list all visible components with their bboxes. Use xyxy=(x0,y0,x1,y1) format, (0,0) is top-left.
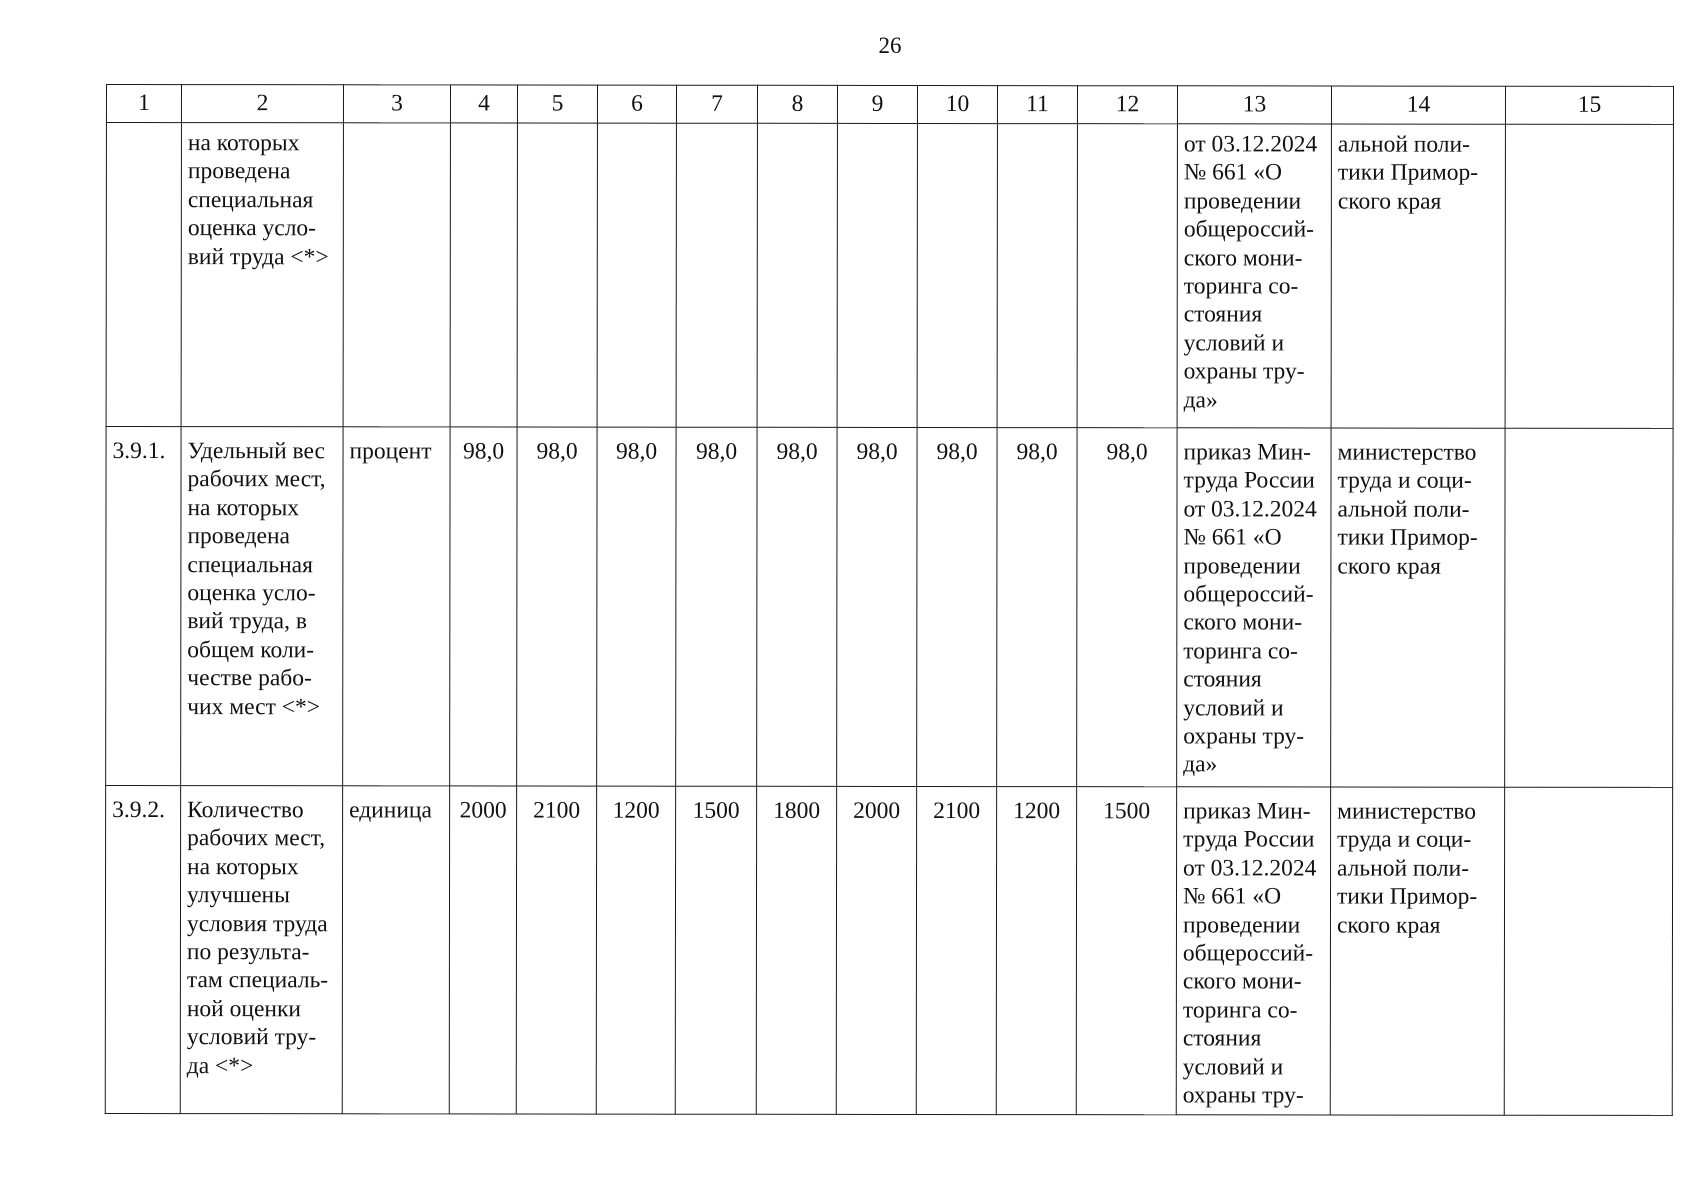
indicator-code: 3.9.2. xyxy=(105,786,180,1114)
basis-document: приказ Мин- труда России от 03.12.2024 № 661 «О проведении общероссий- ского мони- торинга со- стояния условий и охраны тру- да» xyxy=(1177,428,1331,787)
table-header-row xyxy=(106,85,1673,125)
column-header: 5 xyxy=(517,85,597,123)
value-cell xyxy=(517,123,597,427)
value-cell xyxy=(837,123,917,427)
column-header: 2 xyxy=(181,85,343,123)
value-cell: 98,0 xyxy=(450,427,517,786)
value-cell: 2100 xyxy=(516,786,596,1114)
value-cell: 98,0 xyxy=(517,427,597,786)
value-cell: 1500 xyxy=(1076,787,1176,1115)
indicator-name: Количество рабочих мест, на которых улучшены условия труда по результа- там специаль- ной оценки условий тру- да <*> xyxy=(180,786,342,1114)
value-cell xyxy=(917,123,997,427)
column-header: 1 xyxy=(106,85,181,123)
responsible-body: министерство труда и соци- альной поли- тики Примор- ского края xyxy=(1330,787,1504,1115)
note-cell xyxy=(1505,124,1673,428)
value-cell: 98,0 xyxy=(597,427,676,786)
column-header: 3 xyxy=(343,85,450,123)
column-header: 9 xyxy=(837,85,917,123)
responsible-body: альной поли- тики Примор- ского края xyxy=(1331,124,1505,428)
indicator-table xyxy=(105,84,1674,1116)
column-header: 12 xyxy=(1077,86,1177,124)
value-cell xyxy=(997,124,1077,428)
value-cell: 1200 xyxy=(996,787,1076,1115)
value-cell xyxy=(450,123,517,427)
value-cell: 98,0 xyxy=(837,427,917,786)
basis-document: от 03.12.2024 № 661 «О проведении общероссий- ского мони- торинга со- стояния условий и охраны тру- да» xyxy=(1177,124,1331,428)
column-header: 10 xyxy=(917,85,997,123)
table-row xyxy=(106,123,1673,429)
column-header: 11 xyxy=(997,86,1077,124)
column-header: 14 xyxy=(1331,86,1505,124)
value-cell xyxy=(597,123,676,427)
responsible-body: министерство труда и соци- альной поли- тики Примор- ского края xyxy=(1331,428,1505,787)
value-cell: 98,0 xyxy=(997,428,1077,787)
value-cell xyxy=(1077,124,1177,428)
column-header: 15 xyxy=(1505,86,1673,124)
indicator-code xyxy=(106,123,181,427)
table-row xyxy=(106,427,1673,788)
value-cell: 98,0 xyxy=(757,427,837,786)
unit-cell: единица xyxy=(342,786,449,1114)
basis-document: приказ Мин- труда России от 03.12.2024 № 661 «О проведении общероссий- ского мони- торинга со- стояния условий и охраны тру- xyxy=(1176,787,1330,1115)
column-header: 4 xyxy=(450,85,517,123)
value-cell: 2100 xyxy=(916,786,996,1114)
note-cell xyxy=(1504,787,1672,1115)
column-header: 13 xyxy=(1177,86,1331,124)
note-cell xyxy=(1505,428,1673,787)
value-cell xyxy=(757,123,837,427)
value-cell: 1800 xyxy=(756,786,836,1114)
value-cell: 98,0 xyxy=(917,427,997,786)
table-row xyxy=(105,786,1672,1116)
value-cell: 2000 xyxy=(836,786,916,1114)
value-cell: 1500 xyxy=(675,786,756,1114)
column-header: 6 xyxy=(597,85,676,123)
unit-cell: процент xyxy=(343,427,450,786)
value-cell: 2000 xyxy=(449,786,516,1114)
indicator-name: Удельный вес рабочих мест, на которых проведена специальная оценка усло- вий труда, в общем коли- честве рабо- чих мест <*> xyxy=(181,427,343,786)
value-cell: 1200 xyxy=(596,786,675,1114)
indicator-code: 3.9.1. xyxy=(106,427,181,786)
page-number: 26 xyxy=(878,33,902,58)
unit-cell xyxy=(343,123,450,427)
column-header: 8 xyxy=(757,85,837,123)
value-cell: 98,0 xyxy=(676,427,757,786)
column-header: 7 xyxy=(676,85,757,123)
value-cell xyxy=(676,123,757,427)
indicator-name: на которых проведена специальная оценка усло- вий труда <*> xyxy=(181,123,343,427)
value-cell: 98,0 xyxy=(1077,428,1177,787)
